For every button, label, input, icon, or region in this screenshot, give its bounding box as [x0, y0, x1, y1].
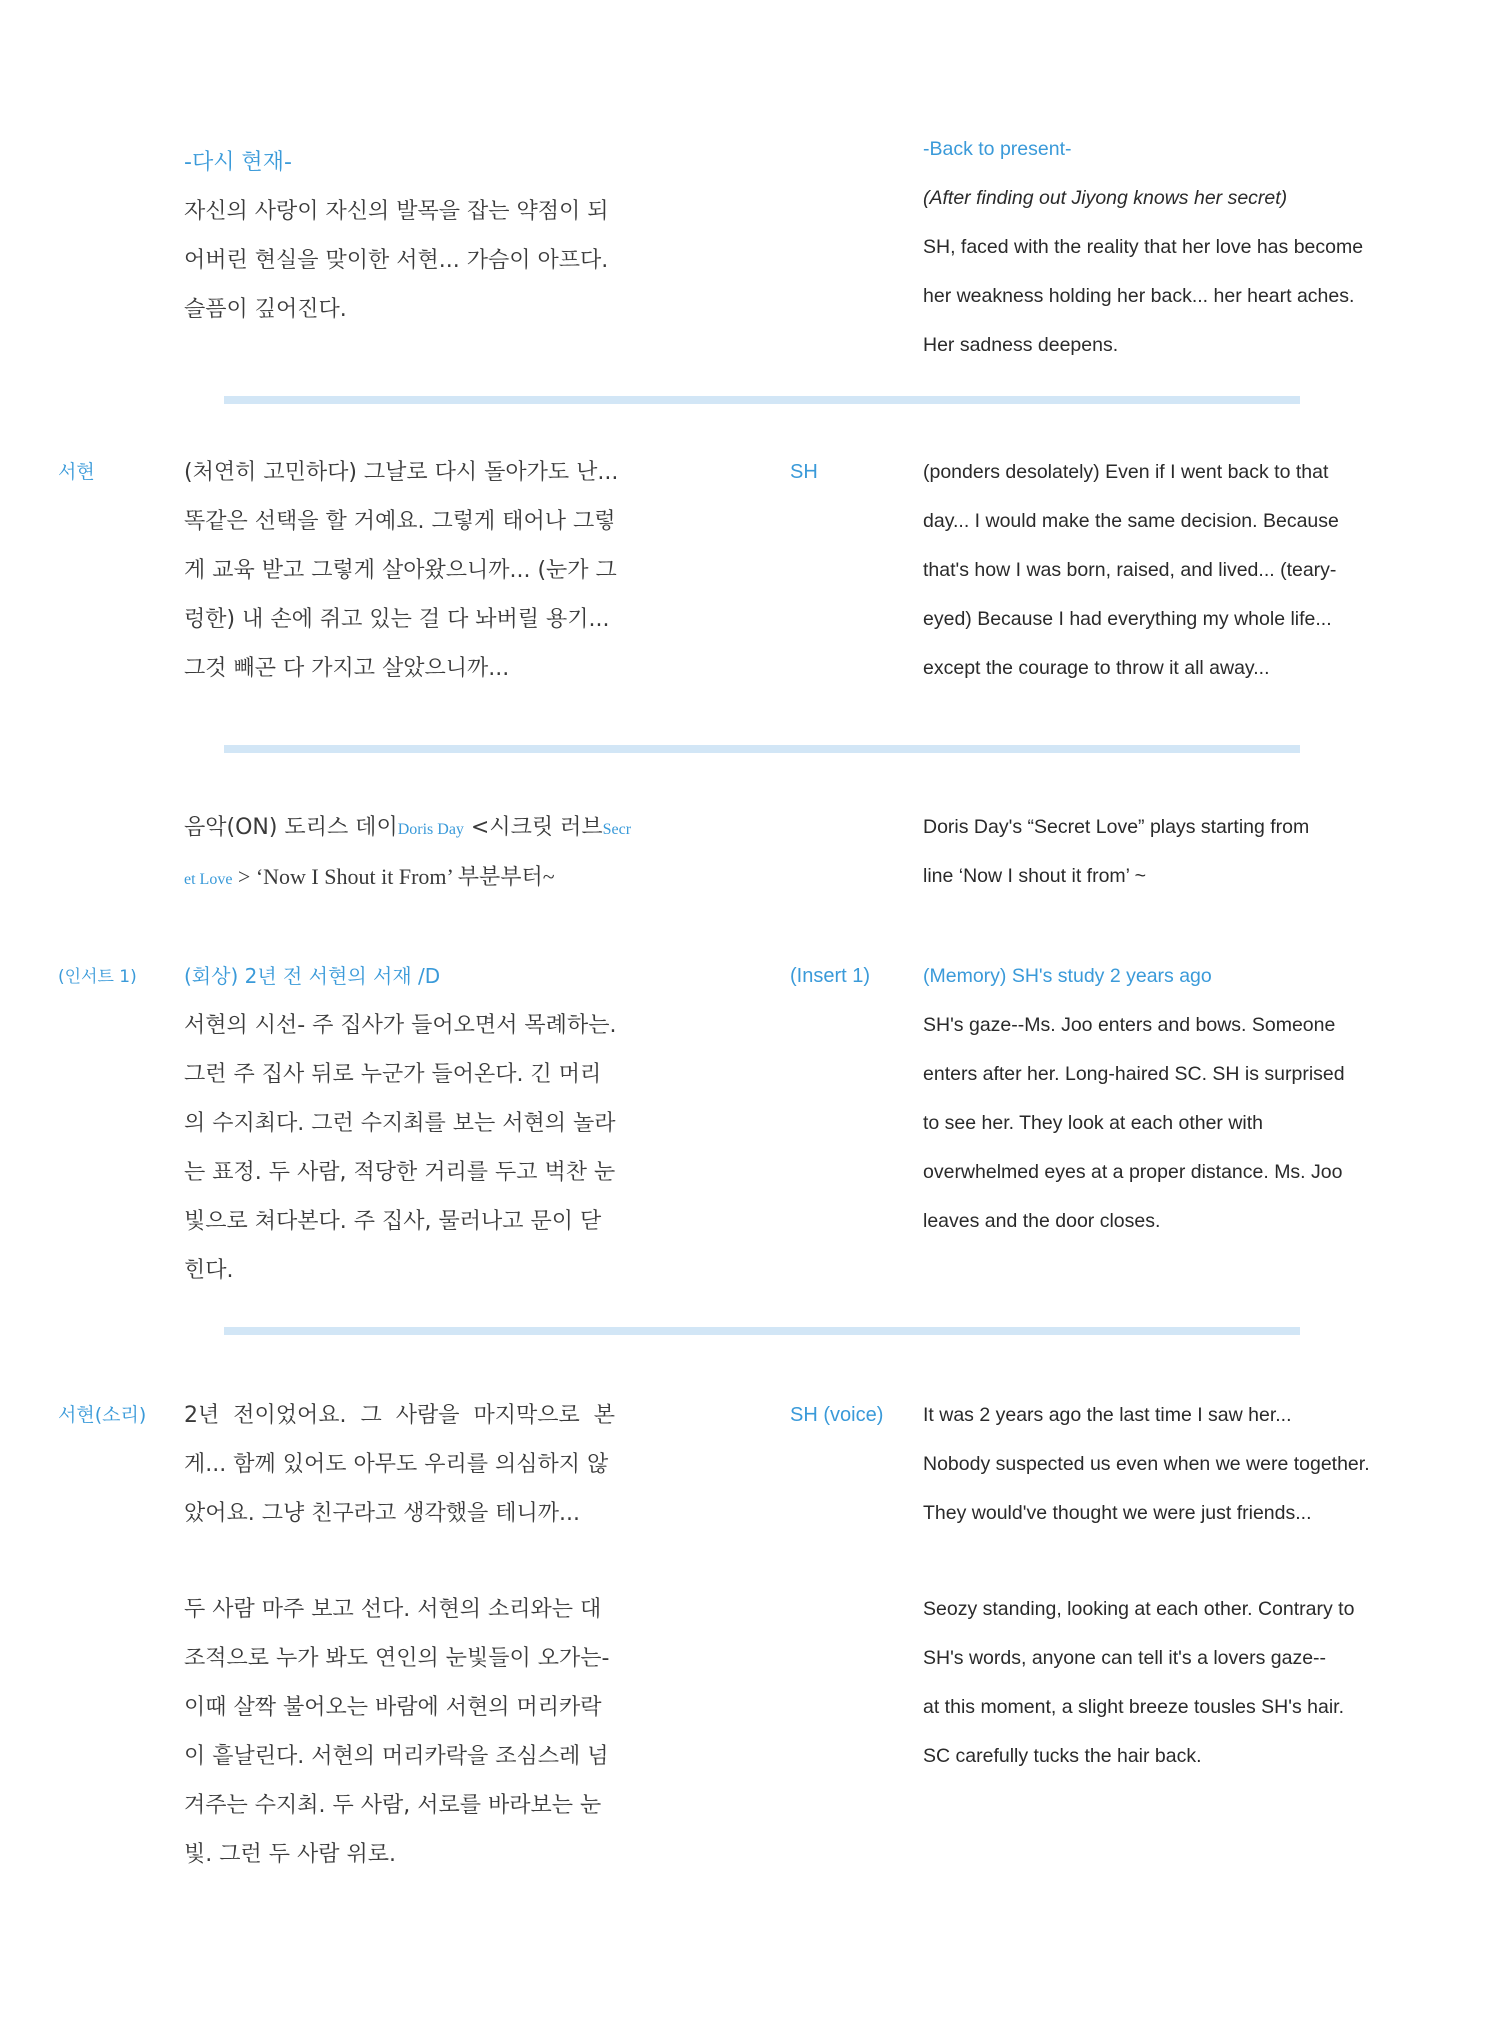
- scene-note: (After finding out Jiyong knows her secret): [923, 187, 1288, 209]
- section-divider: [224, 1327, 1300, 1335]
- text-line: 빛. 그런 두 사람 위로.: [184, 1842, 396, 1867]
- scene-heading: -Back to present-: [923, 138, 1072, 160]
- text-line: 자신의 사랑이 자신의 발목을 잡는 약점이 되: [184, 199, 609, 224]
- music-text: 음악(ON) 도리스 데이: [184, 815, 398, 840]
- text-line: They would've thought we were just friends...: [923, 1502, 1312, 1524]
- speaker-label: SH: [790, 461, 818, 483]
- scene-heading: (Memory) SH's study 2 years ago: [923, 965, 1212, 987]
- text-line: 어버린 현실을 맞이한 서현... 가슴이 아프다.: [184, 248, 609, 273]
- section-back-to-present-en: [923, 125, 1463, 370]
- text-line: 두 사람 마주 보고 선다. 서현의 소리와는 대: [184, 1597, 602, 1622]
- section-back-to-present-ko: [184, 138, 679, 334]
- voiceover-ko: [184, 1391, 679, 1538]
- action-ko: [184, 1585, 679, 1879]
- text-line: 그것 빼곤 다 가지고 살았으니까...: [184, 656, 510, 681]
- text-line: at this moment, a slight breeze tousles SH's hair.: [923, 1696, 1345, 1718]
- music-cue-ko: [184, 803, 679, 901]
- speaker-label: 서현: [58, 461, 95, 483]
- insert-ko: [184, 952, 679, 1295]
- text-line: 이때 살짝 불어오는 바람에 서현의 머리카락: [184, 1695, 602, 1720]
- music-artist-en: Doris Day: [397, 821, 464, 838]
- action-en: [923, 1585, 1463, 1781]
- text-line: overwhelmed eyes at a proper distance. Ms. Joo: [923, 1161, 1343, 1183]
- text-line: SH's gaze--Ms. Joo enters and bows. Someone: [923, 1014, 1336, 1036]
- text-line: her weakness holding her back... her heart aches.: [923, 285, 1355, 307]
- dialogue-en: [923, 448, 1463, 693]
- text-line: 그런 주 집사 뒤로 누군가 들어온다. 긴 머리: [184, 1062, 602, 1087]
- music-text: > ‘Now I Shout it From’ 부분부터~: [232, 864, 555, 889]
- music-title-en: et Love: [184, 871, 233, 888]
- text-line: 2년 전이었어요. 그 사람을 마지막으로 본: [184, 1403, 615, 1428]
- text-line: enters after her. Long-haired SC. SH is surprised: [923, 1063, 1345, 1085]
- scene-heading: -다시 현재-: [184, 150, 292, 175]
- text-line: 게... 함께 있어도 아무도 우리를 의심하지 않: [184, 1452, 609, 1477]
- text-line: 게 교육 받고 그렇게 살아왔으니까... (눈가 그: [184, 558, 617, 583]
- voiceover-en: [923, 1391, 1463, 1538]
- section-divider: [224, 745, 1300, 753]
- text-line: leaves and the door closes.: [923, 1210, 1161, 1232]
- text-line: SC carefully tucks the hair back.: [923, 1745, 1202, 1767]
- text-line: 빛으로 쳐다본다. 주 집사, 물러나고 문이 닫: [184, 1209, 602, 1234]
- text-line: 서현의 시선- 주 집사가 들어오면서 목례하는.: [184, 1013, 617, 1038]
- dialogue-ko: [184, 448, 679, 693]
- text-line: 겨주는 수지최. 두 사람, 서로를 바라보는 눈: [184, 1793, 602, 1818]
- text-line: It was 2 years ago the last time I saw her...: [923, 1404, 1292, 1426]
- text-line: 힌다.: [184, 1258, 234, 1283]
- text-line: eyed) Because I had everything my whole life...: [923, 608, 1332, 630]
- music-cue-en: [923, 803, 1463, 901]
- insert-label: (Insert 1): [790, 965, 871, 987]
- text-line: 렁한) 내 손에 쥐고 있는 걸 다 놔버릴 용기...: [184, 607, 610, 632]
- text-line: except the courage to throw it all away...: [923, 657, 1270, 679]
- text-line: (ponders desolately) Even if I went back to that: [923, 461, 1329, 483]
- text-line: that's how I was born, raised, and lived... (teary-: [923, 559, 1337, 581]
- music-title-en: Secr: [602, 821, 632, 838]
- music-text: <시크릿 러브: [463, 815, 603, 840]
- text-line: 이 흩날린다. 서현의 머리카락을 조심스레 넘: [184, 1744, 609, 1769]
- speaker-label: SH (voice): [790, 1404, 884, 1426]
- text-line: line ‘Now I shout it from’ ~: [923, 865, 1147, 887]
- text-line: to see her. They look at each other with: [923, 1112, 1264, 1134]
- text-line: SH's words, anyone can tell it's a lovers gaze--: [923, 1647, 1327, 1669]
- text-line: SH, faced with the reality that her love has become: [923, 236, 1364, 258]
- text-line: 조적으로 누가 봐도 연인의 눈빛들이 오가는-: [184, 1646, 610, 1671]
- text-line: 았어요. 그냥 친구라고 생각했을 테니까...: [184, 1501, 580, 1526]
- text-line: 똑같은 선택을 할 거예요. 그렇게 태어나 그렇: [184, 509, 616, 534]
- text-line: Doris Day's “Secret Love” plays starting from: [923, 816, 1310, 838]
- text-line: 는 표정. 두 사람, 적당한 거리를 두고 벅찬 눈: [184, 1160, 616, 1185]
- insert-en: [923, 952, 1463, 1246]
- text-line: day... I would make the same decision. Because: [923, 510, 1339, 532]
- text-line: Nobody suspected us even when we were together.: [923, 1453, 1370, 1475]
- text-line: 의 수지최다. 그런 수지최를 보는 서현의 놀라: [184, 1111, 616, 1136]
- scene-heading: (회상) 2년 전 서현의 서재 /D: [184, 964, 441, 988]
- section-divider: [224, 396, 1300, 404]
- text-line: Her sadness deepens.: [923, 334, 1119, 356]
- speaker-label: 서현(소리): [58, 1404, 147, 1426]
- text-line: 슬픔이 깊어진다.: [184, 297, 347, 322]
- insert-label: (인서트 1): [58, 967, 137, 987]
- text-line: (처연히 고민하다) 그날로 다시 돌아가도 난...: [184, 460, 619, 485]
- text-line: Seozy standing, looking at each other. Contrary to: [923, 1598, 1355, 1620]
